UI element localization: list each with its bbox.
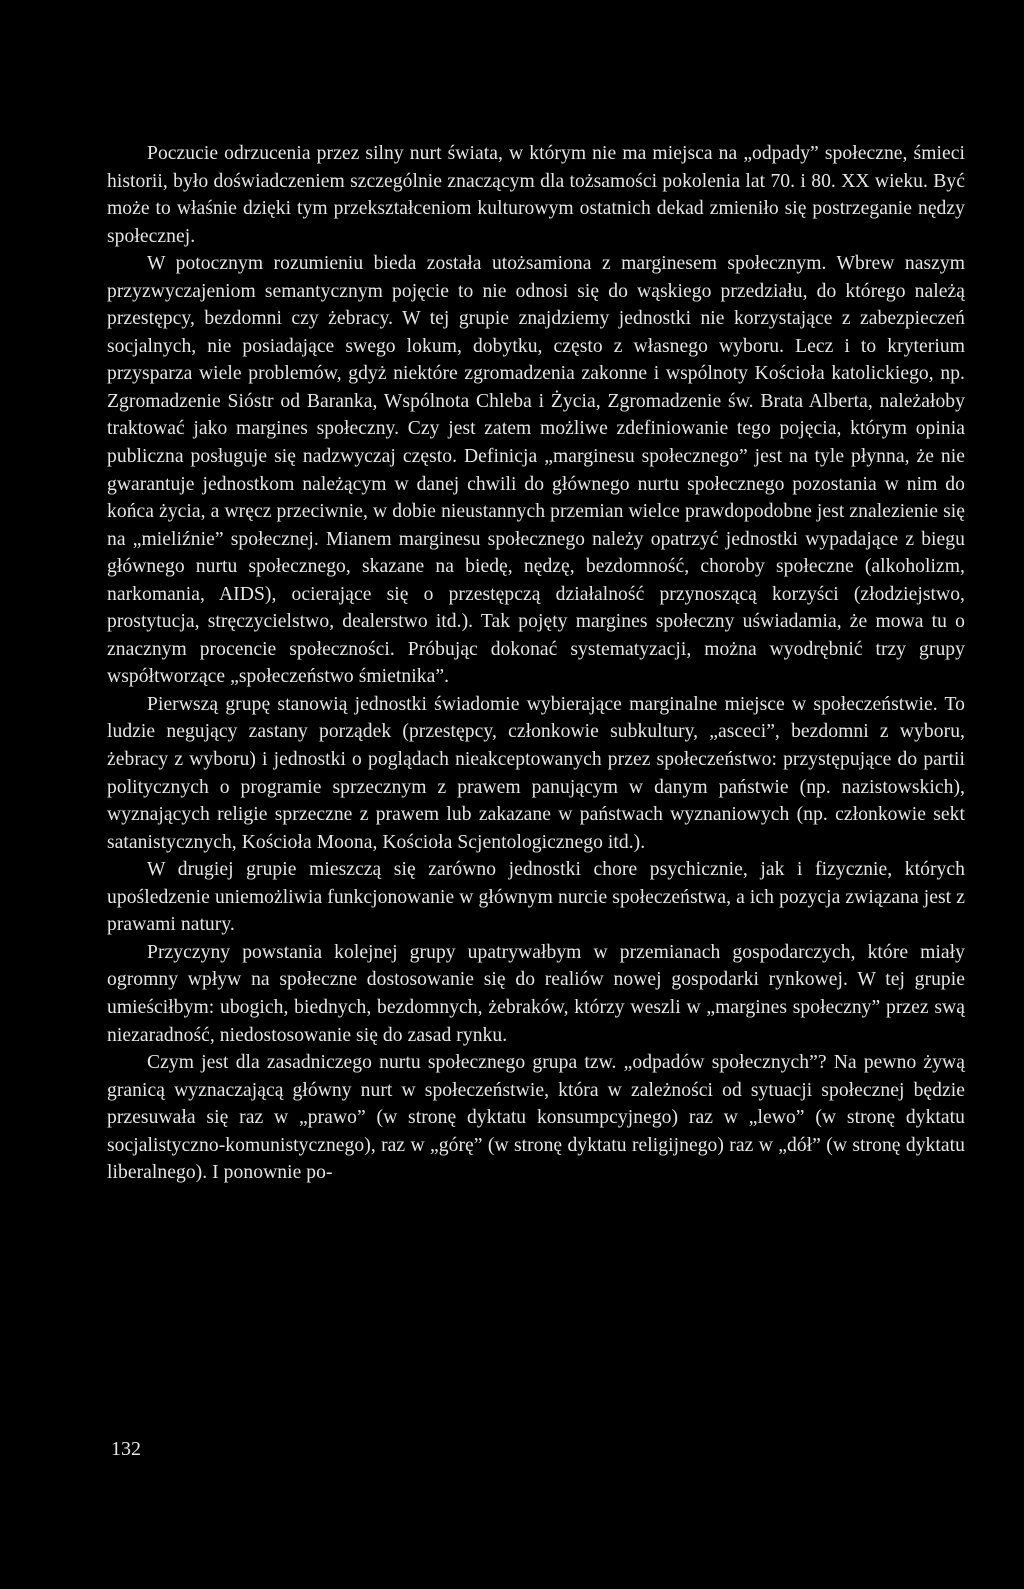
paragraph-3: Pierwszą grupę stanowią jednostki świadomie wybierające marginalne miejsce w społeczeństwie. To ludzie negujący zastany porządek (przestępcy, członkowie subkultury, „asceci”, bezdomni z wyboru, żebracy z wyboru) i jednostki o poglądach nieakceptowanych przez społeczeństwo: przystępujące do partii politycznych o programie sprzecznym z prawem panującym w danym państwie (np. nazistowskich), wyznających religie sprzeczne z prawem lub zakazane w państwach wyznaniowych (np. członkowie sekt satanistycznych, Kościoła Moona, Kościoła Scjentologicznego itd.). bbox=[107, 693, 965, 853]
page-number: 132 bbox=[111, 1438, 141, 1460]
paragraph-6: Czym jest dla zasadniczego nurtu społecznego grupa tzw. „odpadów społecznych”? Na pewno żywą granicą wyznaczającą główny nurt w społeczeństwie, która w zależności od sytuacji społecznej będzie przesuwała się raz w „prawo” (w stronę dyktatu konsumpcyjnego) raz w „lewo” (w stronę dyktatu socjalistyczno-komunistycznego), raz w „górę” (w stronę dyktatu religijnego) raz w „dół” (w stronę dyktatu liberalnego). I ponownie po- bbox=[107, 1052, 965, 1184]
paragraph-1: Poczucie odrzucenia przez silny nurt świata, w którym nie ma miejsca na „odpady” społeczne, śmieci historii, było doświadczeniem szczególnie znaczącym dla tożsamości pokolenia lat 70. i 80. XX wieku. Być może to właśnie dzięki tym przekształceniom kulturowym ostatnich dekad zmieniło się postrzeganie nędzy społecznej. bbox=[107, 143, 965, 247]
paragraph-4: W drugiej grupie mieszczą się zarówno jednostki chore psychicznie, jak i fizycznie, których upośledzenie uniemożliwia funkcjonowanie w głównym nurcie społeczeństwa, a ich pozycja związana jest z prawami natury. bbox=[107, 859, 965, 936]
page-body bbox=[107, 140, 965, 1187]
paragraph-2: W potocznym rozumieniu bieda została utożsamiona z marginesem społecznym. Wbrew naszym przyzwyczajeniom semantycznym pojęcie to nie odnosi się do wąskiego przedziału, do którego należą przestępcy, bezdomni czy żebracy. W tej grupie znajdziemy jednostki nie korzystające z zabezpieczeń socjalnych, nie posiadające swego lokum, dobytku, często z własnego wyboru. Lecz i to kryterium przysparza wiele problemów, gdyż niektóre zgromadzenia zakonne i wspólnoty Kościoła katolickiego, np. Zgromadzenie Sióstr od Baranka, Wspólnota Chleba i Życia, Zgromadzenie św. Brata Alberta, należałoby traktować jako margines społeczny. Czy jest zatem możliwe zdefiniowanie tego pojęcia, którym opinia publiczna posługuje się nadzwyczaj często. Definicja „marginesu społecznego” jest na tyle płynna, że nie gwarantuje jednostkom należącym w danej chwili do głównego nurtu społecznego pozostania w nim do końca życia, a wręcz przeciwnie, w dobie nieustannych przemian wielce prawdopodobne jest znalezienie się na „mieliźnie” społecznej. Mianem marginesu społecznego należy opatrzyć jednostki wypadające z biegu głównego nurtu społecznego, skazane na biedę, nędzę, bezdomność, choroby społeczne (alkoholizm, narkomania, AIDS), ocierające się o przestępczą działalność przynoszącą korzyści (złodziejstwo, prostytucja, stręczycielstwo, dealerstwo itd.). Tak pojęty margines społeczny uświadamia, że mowa tu o znacznym procencie społeczności. Próbując dokonać systematyzacji, można wyodrębnić trzy grupy współtworzące „społeczeństwo śmietnika”. bbox=[107, 253, 965, 688]
paragraph-5: Przyczyny powstania kolejnej grupy upatrywałbym w przemianach gospodarczych, które miały ogromny wpływ na społeczne dostosowanie się do realiów nowej gospodarki rynkowej. W tej grupie umieściłbym: ubogich, biednych, bezdomnych, żebraków, którzy weszli w „margines społeczny” przez swą niezaradność, niedostosowanie się do zasad rynku. bbox=[107, 941, 965, 1046]
